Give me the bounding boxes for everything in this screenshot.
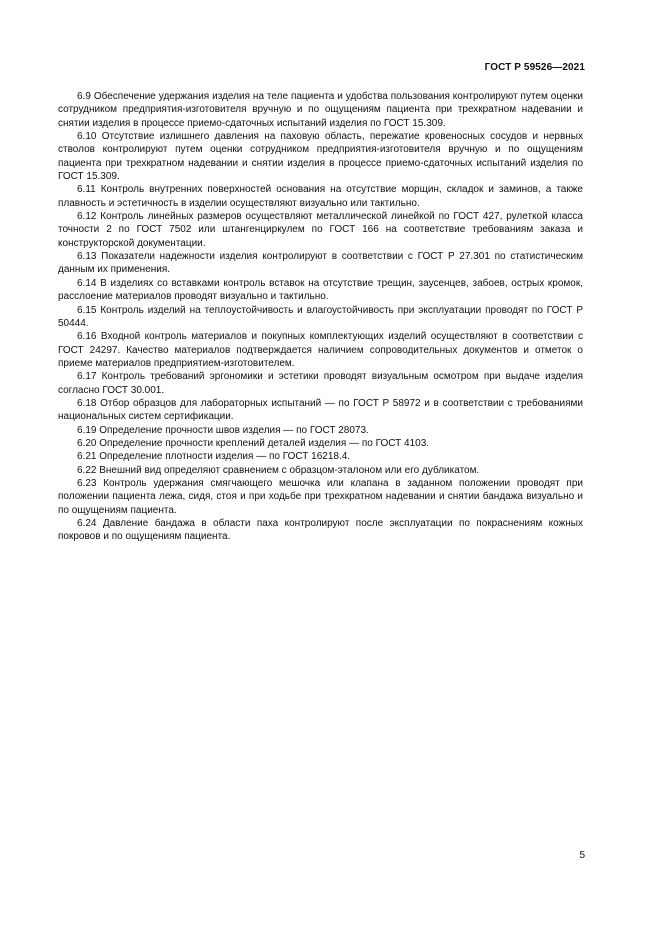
page-number: 5 xyxy=(579,850,585,861)
paragraph-6-17: 6.17 Контроль требований эргономики и эстетики проводят визуальным осмотром при выдаче изделия согласно ГОСТ 30.001. xyxy=(58,371,583,396)
paragraph-6-13: 6.13 Показатели надежности изделия контролируют в соответствии с ГОСТ Р 27.301 по статистическим данным их применения. xyxy=(58,251,583,276)
paragraph-6-21: 6.21 Определение плотности изделия — по ГОСТ 16218.4. xyxy=(77,451,351,463)
paragraph-6-18: 6.18 Отбор образцов для лабораторных испытаний — по ГОСТ Р 58972 и в соответствии с требованиями национальных систем сертификации. xyxy=(58,397,583,423)
paragraph-6-23: 6.23 Контроль удержания смягчающего мешочка или клапана в заданном положении проводят при положении пациента лежа, сидя, стоя и при ходьбе при трехкратном надевании и снятии бандажа визуально и по ощущениям пациента. xyxy=(58,477,583,516)
paragraph-6-14: 6.14 В изделиях со вставками контроль вставок на отсутствие трещин, заусенцев, забоев, острых кромок, расслоение материалов проводят визуально и тактильно. xyxy=(58,277,583,303)
paragraph-6-15: 6.15 Контроль изделий на теплоустойчивость и влагоустойчивость при эксплуатации проводят по ГОСТ Р 50444. xyxy=(58,304,583,329)
paragraph-6-20: 6.20 Определение прочности креплений деталей изделия — по ГОСТ 4103. xyxy=(77,437,430,449)
paragraph-6-19: 6.19 Определение прочности швов изделия — по ГОСТ 28073. xyxy=(77,424,369,436)
paragraph-6-11: 6.11 Контроль внутренних поверхностей основания на отсутствие морщин, складок и заминов, а также плавность и эстетичность в изделии осуществляют визуально или тактильно. xyxy=(58,184,583,209)
paragraph-6-16: 6.16 Входной контроль материалов и покупных комплектующих изделий осуществляют в соответствии с ГОСТ 24297. Качество материалов подтверждается наличием сопроводительных документов и отметок о приеме материалов предприятием-изготовителем. xyxy=(58,331,583,369)
document-body xyxy=(58,90,583,544)
paragraph-6-12: 6.12 Контроль линейных размеров осуществляют металлической линейкой по ГОСТ 427, рулеткой класса точности 2 по ГОСТ 7502 или штангенциркулем по ГОСТ 166 на соответствие требованиям заказа и конструкторской документации. xyxy=(58,211,583,249)
paragraph-6-10: 6.10 Отсутствие излишнего давления на паховую область, пережатие кровеносных сосудов и нервных стволов контролируют путем оценки сотрудником предприятия-изготовителя вручную и по ощущениям пациента при трехкратном надевании и снятии изделия в процессе приемо-сдаточных испытаний изделия по ГОСТ 15.309. xyxy=(58,131,583,183)
document-header: ГОСТ Р 59526—2021 xyxy=(484,62,585,73)
paragraph-6-22: 6.22 Внешний вид определяют сравнением с образцом-эталоном или его дубликатом. xyxy=(77,464,480,476)
paragraph-6-24: 6.24 Давление бандажа в области паха контролируют после эксплуатации по покраснениям кожных покровов и по ощущениям пациента. xyxy=(58,518,583,543)
paragraph-6-9: 6.9 Обеспечение удержания изделия на теле пациента и удобства пользования контролируют путем оценки сотрудником предприятия-изготовителя вручную и по ощущениям пациента при трехкратном надевании и снятии изделия в процессе приемо-сдаточных испытаний изделия по ГОСТ 15.309. xyxy=(58,91,583,129)
